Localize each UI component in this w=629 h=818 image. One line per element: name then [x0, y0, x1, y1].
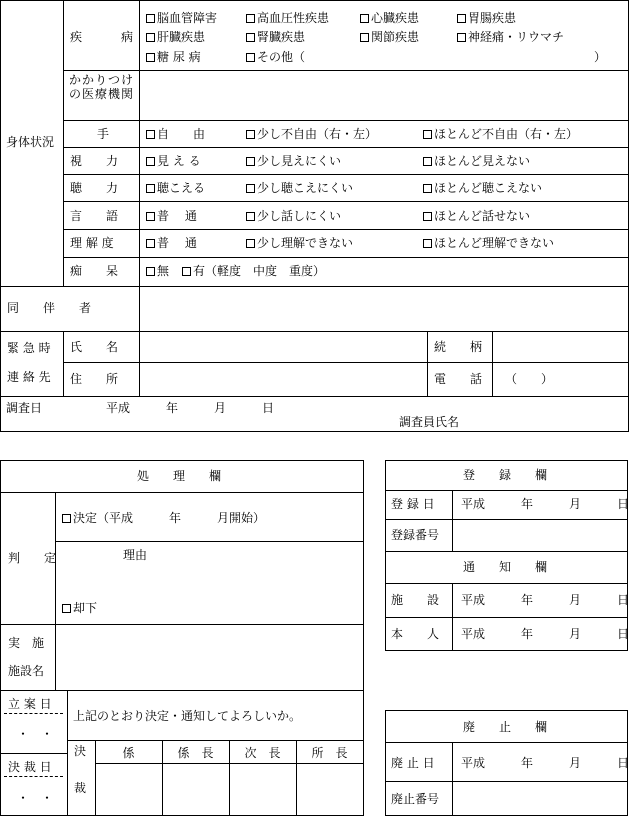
- comprehension-option[interactable]: ほとんど理解できない: [423, 236, 554, 250]
- checkbox-icon[interactable]: [146, 239, 155, 248]
- checkbox-icon[interactable]: [146, 130, 155, 139]
- other-close-paren: ）: [594, 50, 607, 64]
- checkbox-icon[interactable]: [457, 14, 466, 23]
- clinic-label: かかりつけの医療機関: [69, 73, 135, 101]
- checkbox-icon[interactable]: [246, 14, 255, 23]
- role-header: 所 長: [311, 746, 348, 760]
- sight-option[interactable]: ほとんど見えない: [423, 154, 530, 168]
- registration-date-value: 平成 年 月 日: [461, 497, 629, 511]
- checkbox-icon[interactable]: [146, 184, 155, 193]
- disease-option[interactable]: 胃腸疾患: [457, 11, 516, 25]
- checkbox-icon[interactable]: [146, 33, 155, 42]
- disease-option[interactable]: 関節疾患: [360, 30, 419, 44]
- checkbox-icon[interactable]: [423, 157, 432, 166]
- sight-option[interactable]: 少し見えにくい: [246, 154, 341, 168]
- registration-date-label: 登 録 日: [391, 497, 435, 511]
- comprehension-label: 理 解 度: [70, 236, 114, 250]
- role-header: 係: [122, 746, 135, 760]
- checkbox-icon[interactable]: [182, 267, 191, 276]
- disease-option[interactable]: 腎臓疾患: [246, 30, 305, 44]
- seal-box[interactable]: [230, 764, 296, 815]
- checkbox-icon[interactable]: [360, 14, 369, 23]
- notice-title: 通 知 欄: [463, 560, 548, 574]
- checkbox-icon[interactable]: [62, 514, 71, 523]
- abolition-title: 廃 止 欄: [463, 720, 548, 734]
- emergency-label-2: 連 絡 先: [7, 370, 51, 384]
- registration-number-label: 登録番号: [391, 528, 440, 542]
- companion-label: 同 伴 者: [7, 301, 92, 315]
- disease-option[interactable]: 糖 尿 病: [146, 50, 201, 64]
- sight-label: 視 力: [70, 154, 119, 168]
- companion-field[interactable]: [140, 287, 628, 331]
- emergency-label-1: 緊 急 時: [7, 341, 51, 355]
- disease-option[interactable]: 神経痛・リウマチ: [457, 30, 564, 44]
- disease-option[interactable]: 脳血管障害: [146, 11, 217, 25]
- registration-title: 登 録 欄: [463, 468, 548, 482]
- hand-option[interactable]: 自 由: [146, 127, 205, 141]
- checkbox-icon[interactable]: [423, 130, 432, 139]
- facility-label-2: 施設名: [8, 664, 45, 678]
- checkbox-icon[interactable]: [62, 604, 71, 613]
- speech-option[interactable]: 少し話しにくい: [246, 209, 341, 223]
- checkbox-icon[interactable]: [146, 212, 155, 221]
- survey-date-value: 平成 年 月 日: [106, 401, 275, 415]
- registration-number-field[interactable]: [453, 520, 627, 551]
- reject-option[interactable]: 却下: [62, 601, 97, 615]
- emergency-phone-paren: （ ）: [505, 372, 554, 386]
- approval-text: 上記のとおり決定・通知してよろしいか。: [73, 709, 302, 723]
- checkbox-icon[interactable]: [246, 157, 255, 166]
- comprehension-option[interactable]: 普 通: [146, 236, 197, 250]
- speech-option[interactable]: ほとんど話せない: [423, 209, 530, 223]
- body-status-label: 身体状況: [6, 135, 55, 149]
- emergency-address-field[interactable]: [140, 363, 427, 396]
- role-header: 係 長: [177, 746, 214, 760]
- hand-option[interactable]: 少し不自由（右・左）: [246, 127, 377, 141]
- checkbox-icon[interactable]: [246, 33, 255, 42]
- hearing-option[interactable]: 少し聴こえにくい: [246, 181, 353, 195]
- checkbox-icon[interactable]: [246, 53, 255, 62]
- disease-option[interactable]: 心臓疾患: [360, 11, 419, 25]
- checkbox-icon[interactable]: [423, 184, 432, 193]
- checkbox-icon[interactable]: [423, 212, 432, 221]
- abolition-number-label: 廃止番号: [391, 792, 440, 806]
- reason-label: 理由: [123, 548, 148, 562]
- seal-box[interactable]: [96, 764, 162, 815]
- checkbox-icon[interactable]: [146, 157, 155, 166]
- emergency-address-label: 住 所: [70, 372, 119, 386]
- dementia-option[interactable]: 有（軽度 中度 重度）: [182, 264, 325, 278]
- dementia-option[interactable]: 無: [146, 264, 169, 278]
- draft-date-dots: ・ ・: [17, 727, 54, 741]
- checkbox-icon[interactable]: [246, 130, 255, 139]
- dementia-label: 痴 呆: [70, 264, 119, 278]
- emergency-name-field[interactable]: [140, 332, 427, 362]
- checkbox-icon[interactable]: [457, 33, 466, 42]
- checkbox-icon[interactable]: [246, 212, 255, 221]
- checkbox-icon[interactable]: [246, 239, 255, 248]
- disease-option-other[interactable]: その他（: [246, 50, 305, 64]
- notice-facility-value: 平成 年 月 日: [461, 593, 629, 607]
- speech-option[interactable]: 普 通: [146, 209, 197, 223]
- processing-title: 処 理 欄: [137, 469, 222, 483]
- speech-label: 言 語: [70, 209, 119, 223]
- notice-facility-label: 施 設: [391, 593, 440, 607]
- seal-box[interactable]: [163, 764, 229, 815]
- facility-name-field[interactable]: [56, 625, 363, 690]
- kessai-label-2: 裁: [74, 781, 87, 795]
- survey-date-label: 調査日: [6, 401, 43, 415]
- sight-option[interactable]: 見 え る: [146, 154, 201, 168]
- emergency-phone-label: 電 話: [434, 372, 483, 386]
- abolition-date-label: 廃 止 日: [391, 756, 435, 770]
- emergency-relation-label: 続 柄: [434, 340, 483, 354]
- hearing-option[interactable]: ほとんど聴こえない: [423, 181, 542, 195]
- facility-label-1: 実 施: [8, 636, 45, 650]
- kessai-label-1: 決: [74, 744, 87, 758]
- clinic-field[interactable]: [140, 71, 628, 120]
- hand-option[interactable]: ほとんど不自由（右・左）: [423, 127, 578, 141]
- role-header: 次 長: [244, 746, 281, 760]
- disease-option[interactable]: 肝臓疾患: [146, 30, 205, 44]
- seal-box[interactable]: [297, 764, 363, 815]
- hearing-label: 聴 力: [70, 181, 119, 195]
- checkbox-icon[interactable]: [146, 267, 155, 276]
- draft-date-label: 立 案 日: [8, 697, 52, 711]
- checkbox-icon[interactable]: [423, 239, 432, 248]
- decision-option[interactable]: 決定（平成 年 月開始）: [62, 511, 265, 525]
- emergency-name-label: 氏 名: [70, 340, 119, 354]
- approve-date-label: 決 裁 日: [8, 760, 52, 774]
- surveyor-label: 調査員氏名: [399, 415, 460, 429]
- judgement-label: 判 定: [8, 551, 57, 565]
- checkbox-icon[interactable]: [360, 33, 369, 42]
- hand-label: 手: [97, 127, 110, 141]
- hearing-option[interactable]: 聴こえる: [146, 181, 205, 195]
- checkbox-icon[interactable]: [146, 53, 155, 62]
- notice-person-value: 平成 年 月 日: [461, 627, 629, 641]
- disease-option[interactable]: 高血圧性疾患: [246, 11, 329, 25]
- checkbox-icon[interactable]: [146, 14, 155, 23]
- abolition-number-field[interactable]: [453, 782, 627, 815]
- abolition-date-value: 平成 年 月 日: [461, 756, 629, 770]
- comprehension-option[interactable]: 少し理解できない: [246, 236, 353, 250]
- reason-field[interactable]: [56, 562, 363, 596]
- notice-person-label: 本 人: [391, 627, 440, 641]
- approve-date-dots: ・ ・: [17, 791, 54, 805]
- checkbox-icon[interactable]: [246, 184, 255, 193]
